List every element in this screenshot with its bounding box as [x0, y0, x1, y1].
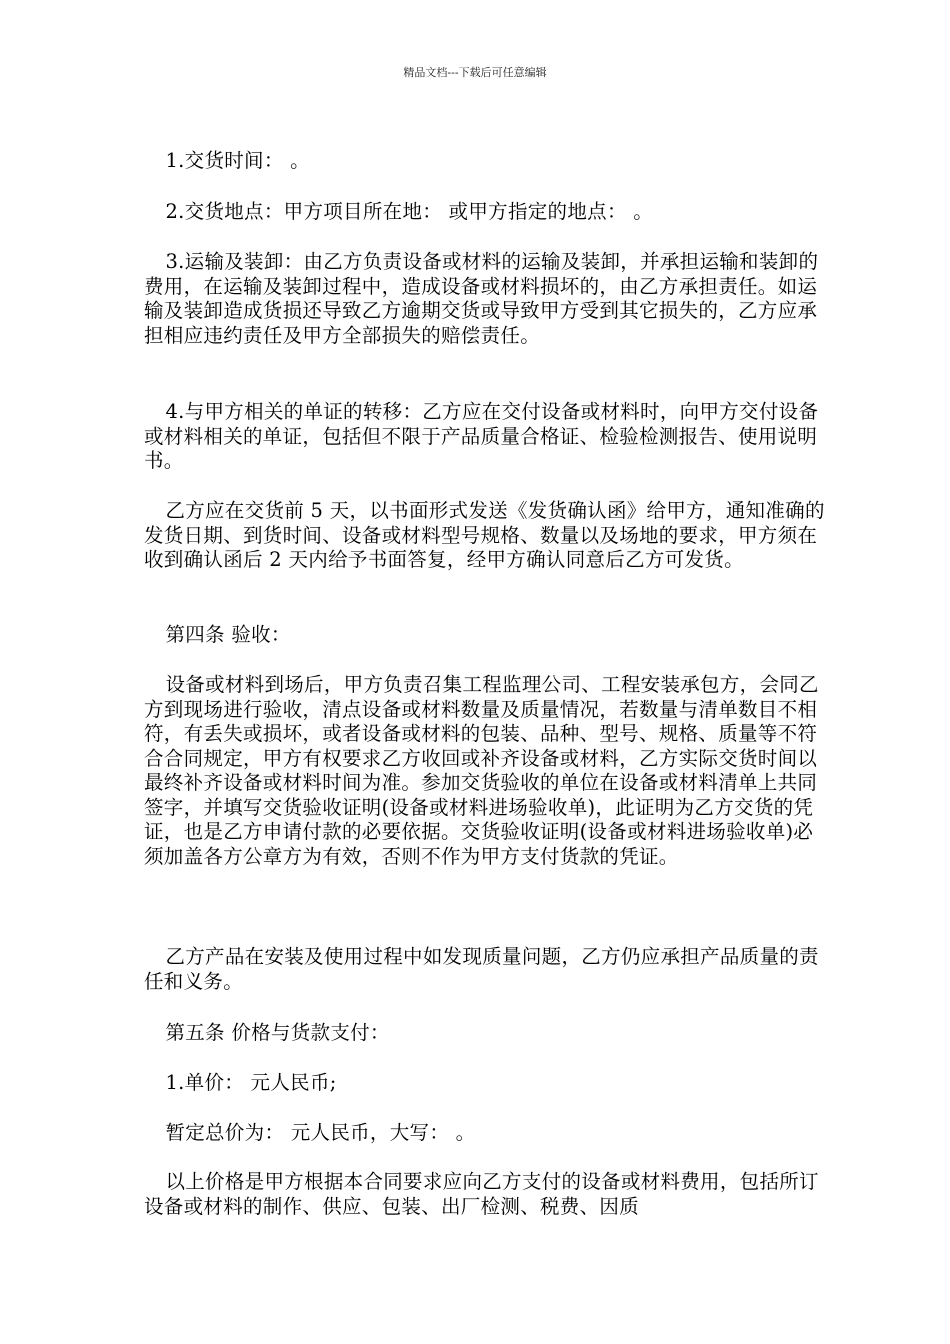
delivery-time-clause: 1.交货时间： 。 [165, 149, 310, 172]
unit-price-clause: 1.单价： 元人民币; [165, 1071, 337, 1094]
article-five-heading: 第五条 价格与货款支付： [165, 1021, 390, 1044]
transport-clause: 3.运输及装卸：由乙方负责设备或材料的运输及装卸，并承担运输和装卸的费用，在运输及装卸过程中，造成设备或材料损坏的，由乙方承担责任。如运输及装卸造成货损还导致乙方逾期交货或导致甲方受到其它损失的，乙方应承担相应违约责任及甲方全部损失的赔偿责任。 [144, 250, 819, 347]
article-four-heading: 第四条 验收： [165, 623, 291, 646]
price-scope-clause: 以上价格是甲方根据本合同要求应向乙方支付的设备或材料费用，包括所订设备或材料的制作、供应、包装、出厂检测、税费、因质 [144, 1170, 819, 1218]
documents-transfer-clause: 4.与甲方相关的单证的转移：乙方应在交付设备或材料时，向甲方交付设备或材料相关的单证，包括但不限于产品质量合格证、检验检测报告、使用说明书。 [144, 400, 819, 472]
page-header: 精品文档---下载后可任意编辑 [403, 66, 547, 79]
acceptance-clause: 设备或材料到场后，甲方负责召集工程监理公司、工程安装承包方，会同乙方到现场进行验收，清点设备或材料数量及质量情况，若数量与清单数目不相符，有丢失或损坏，或者设备或材料的包装、品种、型号、规格、质量等不符合合同规定，甲方有权要求乙方收回或补齐设备或材料，乙方实际交货时间以最终补齐设备或材料时间为准。参加交货验收的单位在设备或材料清单上共同签字，并填写交货验收证明(设备或材料进场验收单)，此证明为乙方交货的凭证，也是乙方申请付款的必要依据。交货验收证明(设备或材料进场验收单)必须加盖各方公章方为有效，否则不作为甲方支付货款的凭证。 [144, 673, 819, 868]
quality-responsibility-clause: 乙方产品在安装及使用过程中如发现质量问题，乙方仍应承担产品质量的责任和义务。 [144, 945, 819, 993]
delivery-location-clause: 2.交货地点：甲方项目所在地： 或甲方指定的地点： 。 [165, 200, 654, 223]
shipment-confirmation-clause: 乙方应在交货前 5 天，以书面形式发送《发货确认函》给甲方，通知准确的发货日期、到货时间、设备或材料型号规格、数量以及场地的要求，甲方须在收到确认函后 2 天内给予书面答复，经甲方确认同意后乙方可发货。 [144, 499, 825, 571]
total-price-clause: 暂定总价为： 元人民币，大写： 。 [165, 1121, 476, 1144]
